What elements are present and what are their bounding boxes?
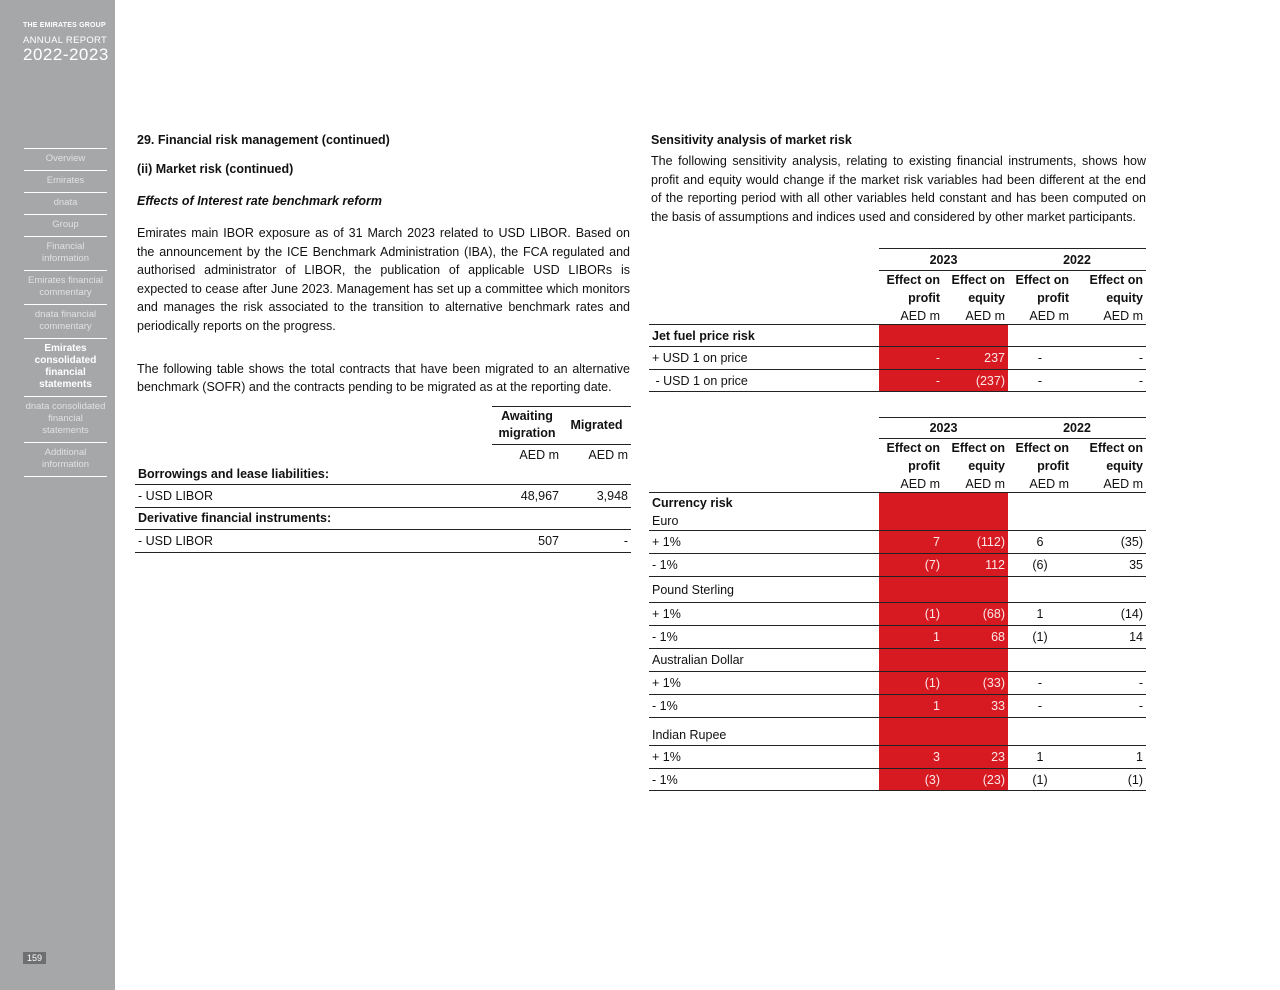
equity-2023-value: 68 (943, 626, 1008, 649)
nav-item-dnata-financial-commentary[interactable]: dnata financial commentary (24, 305, 107, 339)
profit-label: profit (1037, 458, 1069, 473)
ibor-paragraph: Emirates main IBOR exposure as of 31 March 2023 related to USD LIBOR. Based on the announcement by the ICE Benchmark Administration (IBA), the FCA regulated and authorised administrator of LIBOR, the publication of applicable USD LIBORs is expected to cease after June 2023. Management has set up a committee which monitors and manages the risk associated to the transition to alternative benchmark rates and periodically reports on the progress. (137, 226, 630, 333)
company-name: THE EMIRATES GROUP (23, 22, 106, 29)
row-label: - 1% (649, 695, 879, 718)
effect-on-label: Effect on (1015, 441, 1069, 456)
nav-item-emirates-consolidated-statements[interactable]: Emirates consolidated financial statements (24, 339, 107, 397)
profit-label: profit (908, 458, 940, 473)
row-label: + 1% (649, 672, 879, 695)
year-2023-header: 2023 (879, 249, 1008, 271)
table-row (649, 554, 1146, 577)
sidebar (0, 0, 115, 990)
profit-2022-value: 6 (1008, 531, 1072, 554)
report-year: 2022-2023 (23, 45, 109, 64)
table-row (649, 531, 1146, 554)
equity-2022-value: - (1072, 370, 1146, 392)
effect-on-label: Effect on (1089, 441, 1143, 456)
unit-label: AED m (1029, 476, 1069, 491)
subsection-title: (ii) Market risk (continued) (137, 162, 294, 176)
row-label: + 1% (649, 603, 879, 626)
equity-2023-value: 112 (943, 554, 1008, 577)
currency-risk-title: Currency risk (652, 496, 733, 511)
table-row (649, 370, 1146, 392)
profit-2022-value: 1 (1008, 603, 1072, 626)
equity-2023-value: (33) (943, 672, 1008, 695)
effect-on-label: Effect on (886, 441, 940, 456)
profit-2023-value: (1) (879, 603, 943, 626)
table-row (649, 493, 1146, 531)
profit-label: profit (1037, 290, 1069, 305)
table-row (649, 769, 1146, 791)
profit-2023-value: (7) (879, 554, 943, 577)
equity-2022-value: - (1072, 695, 1146, 718)
sensitivity-title: Sensitivity analysis of market risk (651, 133, 852, 147)
nav-item-dnata[interactable]: dnata (24, 193, 107, 215)
equity-2023-value: (23) (943, 769, 1008, 791)
equity-2023-value: 33 (943, 695, 1008, 718)
table-row (649, 347, 1146, 370)
nav-item-group[interactable]: Group (24, 215, 107, 237)
topic-title: Effects of Interest rate benchmark reform (137, 194, 382, 208)
row-value: - (562, 529, 631, 552)
profit-2023-value: - (879, 347, 943, 370)
row-value: 507 (492, 529, 562, 552)
profit-2023-value: 3 (879, 746, 943, 769)
profit-2022-value: - (1008, 672, 1072, 695)
effect-on-label: Effect on (951, 441, 1005, 456)
year-2022-header: 2022 (1008, 418, 1146, 439)
profit-2022-value: - (1008, 347, 1072, 370)
profit-2022-value: - (1008, 370, 1072, 392)
group-derivatives: Derivative financial instruments: (135, 507, 492, 529)
table-row (649, 718, 1146, 746)
unit-awaiting: AED m (492, 444, 562, 464)
row-value: 3,948 (562, 484, 631, 507)
sensitivity-paragraph: The following sensitivity analysis, relating to existing financial instruments, shows how profit and equity would change if the market risk variables had been different at the end of the reporting period with all other variables held constant and has been computed on the basis of assumptions and indices used and considered by other market participants. (651, 154, 1146, 224)
nav-item-financial-information[interactable]: Financial information (24, 237, 107, 271)
right-column (651, 133, 1146, 791)
currency-name-inr: Indian Rupee (649, 718, 879, 746)
table-row (135, 507, 631, 529)
equity-2023-value: (112) (943, 531, 1008, 554)
row-label: - 1% (649, 769, 879, 791)
nav-item-overview[interactable]: Overview (24, 149, 107, 171)
nav-item-emirates[interactable]: Emirates (24, 171, 107, 193)
unit-label: AED m (1103, 476, 1143, 491)
brand-block (23, 22, 109, 65)
profit-2023-value: (3) (879, 769, 943, 791)
row-label: + 1% (649, 531, 879, 554)
nav-item-additional-information[interactable]: Additional information (24, 443, 107, 477)
table-row (649, 626, 1146, 649)
page-number: 159 (23, 952, 46, 964)
row-label: + 1% (649, 746, 879, 769)
equity-2022-value: (35) (1072, 531, 1146, 554)
row-label: - 1% (649, 554, 879, 577)
col-awaiting-migration: Awaiting migration (492, 406, 562, 444)
profit-2023-value: - (879, 370, 943, 392)
nav-item-dnata-consolidated-statements[interactable]: dnata consolidated financial statements (24, 397, 107, 443)
equity-2022-value: 1 (1072, 746, 1146, 769)
equity-2022-value: - (1072, 347, 1146, 370)
currency-name-euro: Euro (652, 514, 679, 529)
migration-paragraph: The following table shows the total contracts that have been migrated to an alternative benchmark (SOFR) and the contracts pending to be migrated as at the reporting date. (137, 361, 630, 395)
equity-2022-value: - (1072, 672, 1146, 695)
row-label: - 1% (649, 626, 879, 649)
table-row (135, 529, 631, 552)
row-value: 48,967 (492, 484, 562, 507)
unit-label: AED m (1103, 308, 1143, 323)
section-title: 29. Financial risk management (continued) (137, 133, 390, 147)
report-name: ANNUAL REPORT (23, 35, 108, 46)
equity-2023-value: (237) (943, 370, 1008, 392)
fuel-risk-title: Jet fuel price risk (649, 325, 879, 347)
profit-2022-value: 1 (1008, 746, 1072, 769)
profit-label: profit (908, 290, 940, 305)
year-2023-header: 2023 (879, 418, 1008, 439)
table-row (649, 746, 1146, 769)
fuel-risk-table (649, 248, 1146, 392)
col-migrated: Migrated (562, 406, 631, 444)
left-column (137, 133, 630, 553)
equity-label: equity (968, 458, 1005, 473)
table-row (649, 603, 1146, 626)
effect-on-label: Effect on (1015, 273, 1069, 288)
currency-name-gbp: Pound Sterling (649, 577, 879, 603)
unit-label: AED m (965, 476, 1005, 491)
unit-label: AED m (1029, 308, 1069, 323)
profit-2023-value: 1 (879, 695, 943, 718)
row-label: + USD 1 on price (649, 347, 879, 370)
table-row (649, 649, 1146, 672)
year-2022-header: 2022 (1008, 249, 1146, 271)
effect-on-label: Effect on (951, 273, 1005, 288)
equity-label: equity (1106, 290, 1143, 305)
equity-2022-value: 35 (1072, 554, 1146, 577)
equity-2022-value: (1) (1072, 769, 1146, 791)
profit-2023-value: (1) (879, 672, 943, 695)
unit-label: AED m (900, 476, 940, 491)
table-row (649, 325, 1146, 347)
row-label: - USD LIBOR (135, 484, 492, 507)
row-label: - USD LIBOR (135, 529, 492, 552)
effect-on-label: Effect on (1089, 273, 1143, 288)
table-row (649, 695, 1146, 718)
profit-2022-value: - (1008, 695, 1072, 718)
equity-label: equity (968, 290, 1005, 305)
unit-label: AED m (965, 308, 1005, 323)
unit-migrated: AED m (562, 444, 631, 464)
currency-name-aud: Australian Dollar (649, 649, 879, 672)
equity-2023-value: (68) (943, 603, 1008, 626)
table-row (135, 464, 631, 484)
equity-2023-value: 237 (943, 347, 1008, 370)
unit-label: AED m (900, 308, 940, 323)
table-row (135, 484, 631, 507)
profit-2023-value: 7 (879, 531, 943, 554)
effect-on-label: Effect on (886, 273, 940, 288)
table-row (649, 577, 1146, 603)
profit-2022-value: (1) (1008, 769, 1072, 791)
equity-2022-value: (14) (1072, 603, 1146, 626)
profit-2023-value: 1 (879, 626, 943, 649)
currency-risk-table (649, 417, 1146, 791)
nav-item-emirates-financial-commentary[interactable]: Emirates financial commentary (24, 271, 107, 305)
equity-2023-value: 23 (943, 746, 1008, 769)
table-row (649, 672, 1146, 695)
profit-2022-value: (1) (1008, 626, 1072, 649)
sidebar-nav (24, 148, 107, 477)
migration-table (135, 406, 631, 553)
equity-2022-value: 14 (1072, 626, 1146, 649)
profit-2022-value: (6) (1008, 554, 1072, 577)
group-borrowings: Borrowings and lease liabilities: (135, 464, 492, 484)
equity-label: equity (1106, 458, 1143, 473)
row-label: - USD 1 on price (649, 370, 879, 392)
